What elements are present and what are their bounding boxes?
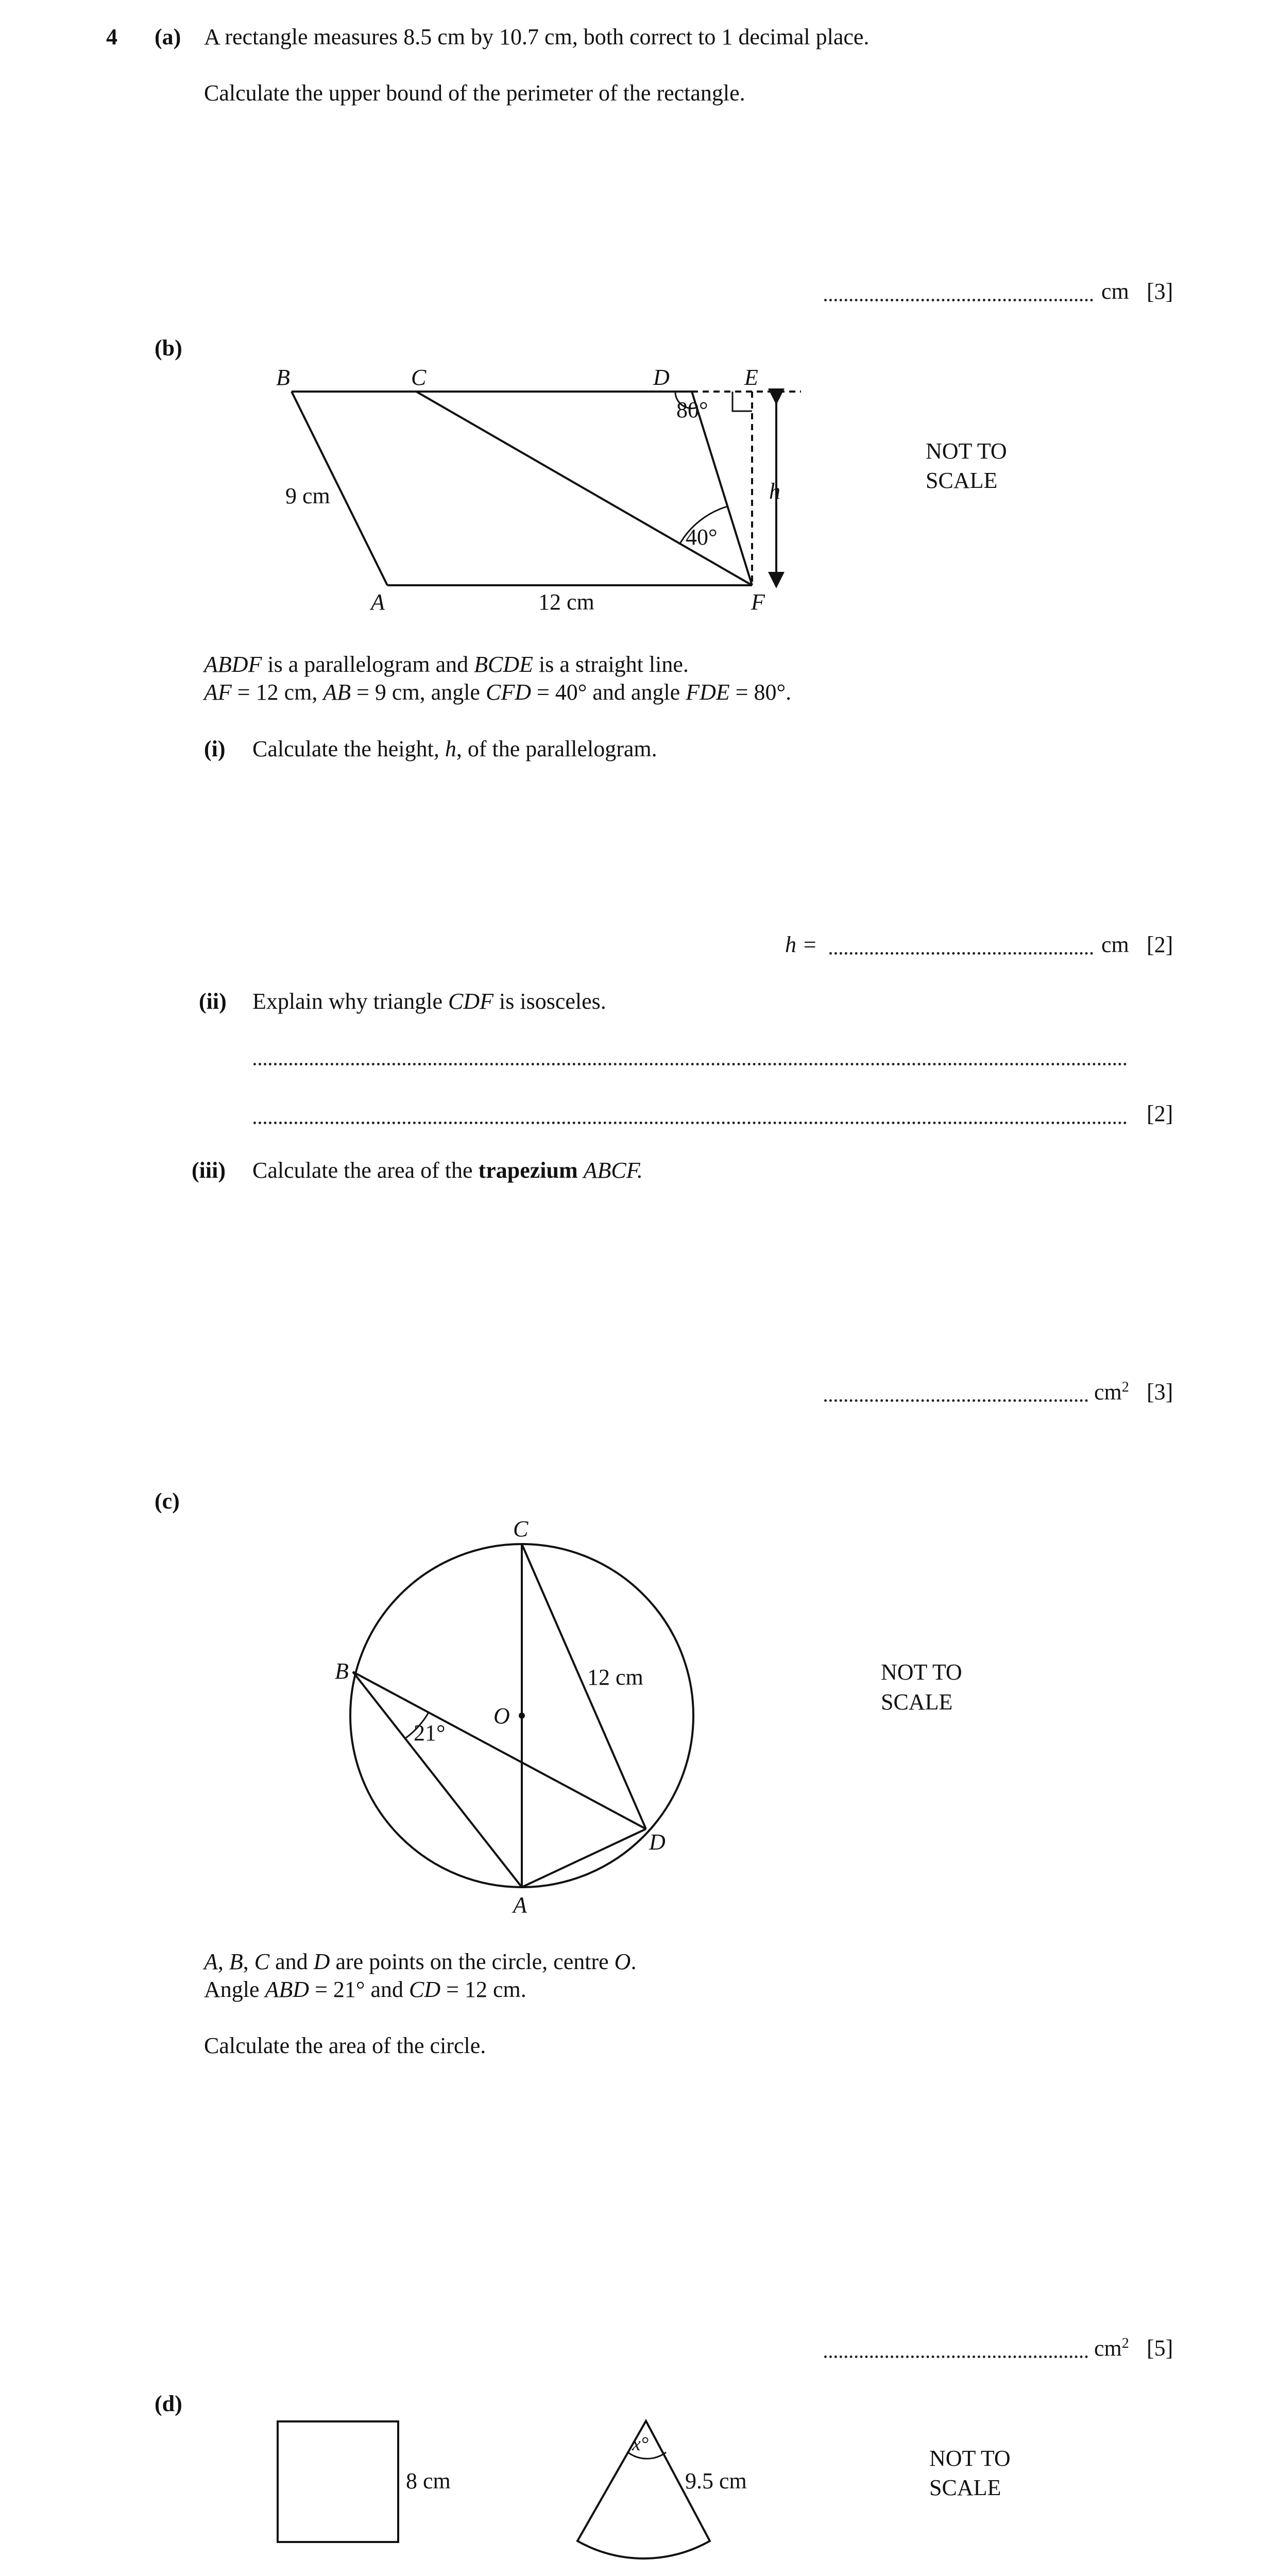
part-b-iii-unit: $cm^2$ xyxy=(1094,1379,1129,1405)
label-cd-length: 12 cm xyxy=(587,1665,643,1690)
label-h: h xyxy=(769,479,780,504)
label-c: C xyxy=(411,365,427,390)
label-a: A xyxy=(371,589,385,615)
part-b-ii-question: Explain why triangle CDF is isosceles. xyxy=(252,989,606,1014)
part-b-statement2: AF = 12 cm, AB = 9 cm, angle CFD = 40° and angle FDE = 80°. xyxy=(204,680,792,705)
label-af-length: 12 cm xyxy=(538,589,594,615)
label-d: D xyxy=(653,365,670,390)
part-b-ii-marks: [2] xyxy=(1147,1101,1173,1126)
not-to-scale-c-2: SCALE xyxy=(881,1689,953,1715)
part-b-i-unit: cm xyxy=(1101,932,1129,957)
part-c-question: Calculate the area of the circle. xyxy=(204,2033,486,2058)
part-b-ii-label: (ii) xyxy=(199,989,227,1014)
part-a-label: (a) xyxy=(155,24,181,49)
label-sector-angle: x° xyxy=(632,2433,649,2455)
label-ab-length: 9 cm xyxy=(285,483,330,509)
part-c-unit: $cm^2$ xyxy=(1094,2335,1129,2361)
not-to-scale-b-1: NOT TO xyxy=(926,438,1007,464)
part-b-iii-question: Calculate the area of the trapezium ABCF. xyxy=(252,1158,643,1183)
part-c-label: (c) xyxy=(155,1488,180,1514)
label-a-circle: A xyxy=(513,1892,527,1918)
label-e: E xyxy=(744,365,758,390)
label-angle-80: 80° xyxy=(676,397,708,422)
part-b-statement1: ABDF is a parallelogram and BCDE is a straight line. xyxy=(204,652,689,677)
part-a-unit: cm xyxy=(1101,279,1129,304)
part-a-marks: [3] xyxy=(1147,279,1173,304)
part-b-label: (b) xyxy=(155,335,182,361)
part-b-i-answer-label: h = xyxy=(785,932,817,957)
part-c-marks: [5] xyxy=(1147,2335,1173,2361)
part-a-line1: A rectangle measures 8.5 cm by 10.7 cm, both correct to 1 decimal place. xyxy=(204,24,870,49)
label-sector-radius: 9.5 cm xyxy=(685,2468,747,2494)
part-b-i-marks: [2] xyxy=(1147,932,1173,957)
label-o: O xyxy=(493,1703,510,1728)
part-b-i-label: (i) xyxy=(204,736,226,761)
label-b-circle: B xyxy=(335,1658,349,1684)
label-square-side: 8 cm xyxy=(406,2468,451,2494)
label-c-circle: C xyxy=(513,1516,529,1541)
not-to-scale-b-2: SCALE xyxy=(926,468,998,493)
label-b: B xyxy=(276,365,290,390)
label-d-circle: D xyxy=(649,1829,666,1855)
part-c-statement2: Angle ABD = 21° and CD = 12 cm. xyxy=(204,1977,526,2002)
not-to-scale-d-1: NOT TO xyxy=(929,2446,1011,2471)
part-b-iii-label: (iii) xyxy=(192,1158,226,1183)
part-a-line2: Calculate the upper bound of the perimeter of the rectangle. xyxy=(204,80,745,106)
part-c-statement1: A, B, C and D are points on the circle, centre O. xyxy=(204,1949,637,1974)
square xyxy=(278,2421,398,2542)
part-d-label: (d) xyxy=(155,2391,182,2416)
question-number: 4 xyxy=(106,24,117,49)
label-angle-21: 21° xyxy=(414,1720,446,1745)
part-b-i-question: Calculate the height, h, of the parallelogram. xyxy=(252,736,657,761)
not-to-scale-d-2: SCALE xyxy=(929,2475,1001,2500)
label-angle-40: 40° xyxy=(686,524,718,550)
not-to-scale-c-1: NOT TO xyxy=(881,1659,962,1685)
label-f: F xyxy=(751,589,765,615)
part-b-iii-marks: [3] xyxy=(1147,1379,1173,1404)
